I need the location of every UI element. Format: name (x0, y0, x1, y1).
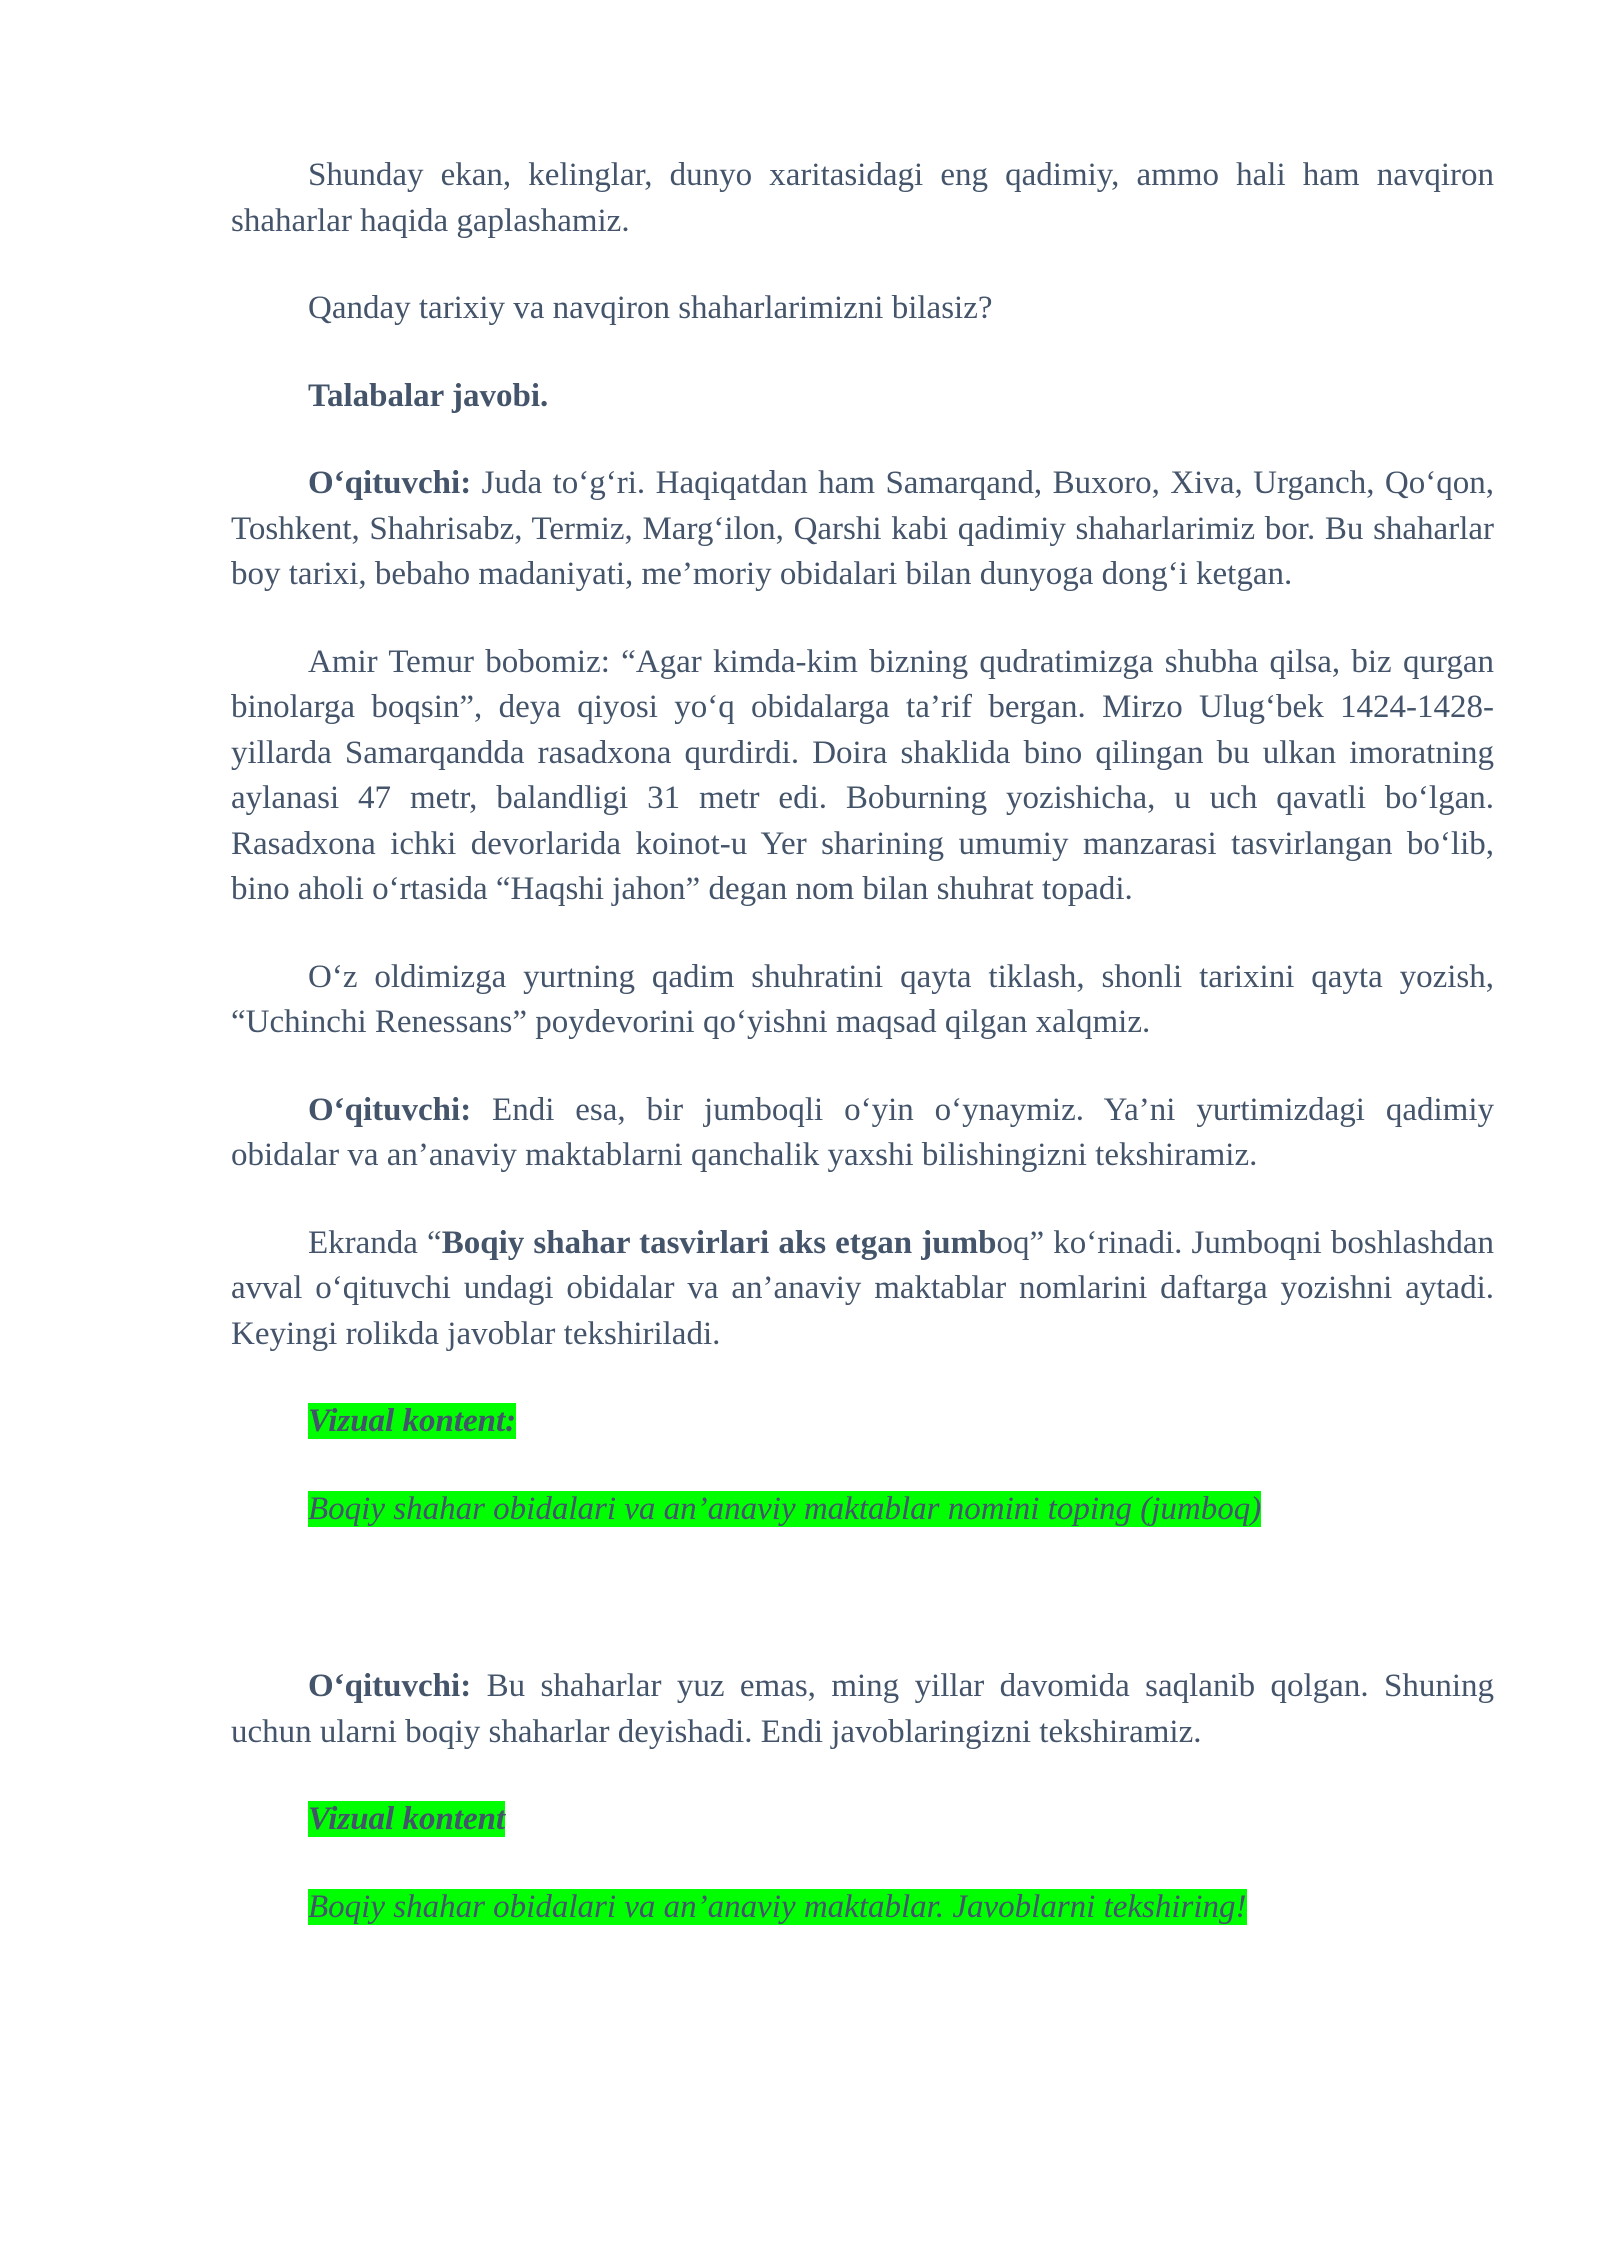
paragraph-teacher-2 (231, 1088, 1494, 1179)
visual-content-label: Vizual kontent (308, 1801, 506, 1837)
paragraph-renaissance (231, 955, 1494, 1046)
student-answer-heading: Talabalar javobi. (308, 377, 549, 414)
visual-content-caption: Boqiy shahar obidalari va an’anaviy maktablar nomini toping (jumboq) (308, 1490, 1262, 1527)
screen-puzzle-pre: Ekranda “ (308, 1224, 442, 1261)
paragraph-visual-caption-2 (231, 1885, 1494, 1931)
teacher-text: Bu shaharlar yuz emas, ming yillar davomida saqlanib qolgan. Shuning uchun ularni boqiy shaharlar deyishadi. Endi javoblaringizni tekshiramiz. (231, 1668, 1494, 1750)
visual-content-label: Vizual kontent: (308, 1403, 517, 1439)
paragraph-teacher-3 (231, 1664, 1494, 1755)
teacher-text: Juda to‘g‘ri. Haqiqatdan ham Samarqand, Buxoro, Xiva, Urganch, Qo‘qon, Toshkent, Shahrisabz, Termiz, Marg‘ilon, Qarshi kabi qadimiy shaharlarimiz bor. Bu shaharlar boy tarixi, bebaho madaniyati, me’moriy obidalari bilan dunyoga dong‘i ketgan. (231, 465, 1494, 592)
paragraph-visual-caption-1 (231, 1487, 1494, 1533)
visual-content-caption: Boqiy shahar obidalari va an’anaviy maktablar. Javoblarni tekshiring! (308, 1888, 1247, 1925)
screen-puzzle-bold: Boqiy shahar tasvirlari aks etgan jumb (441, 1224, 997, 1261)
paragraph-intro-text: Shunday ekan, kelinglar, dunyo xaritasidagi eng qadimiy, ammo hali ham navqiron shaharlar haqida gaplashamiz. (231, 157, 1494, 239)
teacher-text: Endi esa, bir jumboqli o‘yin o‘ynaymiz. Ya’ni yurtimizdagi qadimiy obidalar va an’anaviy maktablarni qanchalik yaxshi bilishingizni tekshiramiz. (231, 1091, 1494, 1173)
teacher-label: O‘qituvchi: (308, 1668, 472, 1704)
paragraph-visual-content-2 (231, 1797, 1494, 1843)
blank-space (231, 1574, 1494, 1664)
paragraph-amir-temur (231, 640, 1494, 913)
paragraph-question-text: Qanday tarixiy va navqiron shaharlarimizni bilasiz? (308, 290, 993, 326)
paragraph-intro (231, 153, 1494, 244)
teacher-label: O‘qituvchi: (308, 1091, 472, 1128)
teacher-label: O‘qituvchi: (308, 465, 472, 501)
screen-puzzle-post: oq” ko‘rinadi. Jumboqni boshlashdan avval o‘qituvchi undagi obidalar va an’anaviy maktablar nomlarini daftarga yozishni aytadi. Keyingi rolikda javoblar tekshiriladi. (231, 1224, 1494, 1352)
paragraph-screen-puzzle (231, 1221, 1494, 1358)
document-page (231, 153, 1494, 1972)
paragraph-teacher-1 (231, 461, 1494, 598)
paragraph-visual-content-1 (231, 1399, 1494, 1445)
paragraph-question (231, 286, 1494, 332)
paragraph-student-answer (231, 374, 1494, 420)
renaissance-text: O‘z oldimizga yurtning qadim shuhratini qayta tiklash, shonli tarixini qayta yozish, “Uchinchi Renessans” poydevorini qo‘yishni maqsad qilgan xalqmiz. (231, 958, 1494, 1040)
amir-temur-text: Amir Temur bobomiz: “Agar kimda-kim bizning qudratimizga shubha qilsa, biz qurgan binolarga boqsin”, deya qiyosi yo‘q obidalarga ta’rif bergan. Mirzo Ulug‘bek 1424-1428-yillarda Samarqandda rasadxona qurdirdi. Doira shaklida bino qilingan bu ulkan imoratning aylanasi 47 metr, balandligi 31 metr edi. Boburning yozishicha, u uch qavatli bo‘lgan. Rasadxona ichki devorlarida koinot-u Yer sharining umumiy manzarasi tasvirlangan bo‘lib, bino aholi o‘rtasida “Haqshi jahon” degan nom bilan shuhrat topadi. (231, 643, 1494, 907)
